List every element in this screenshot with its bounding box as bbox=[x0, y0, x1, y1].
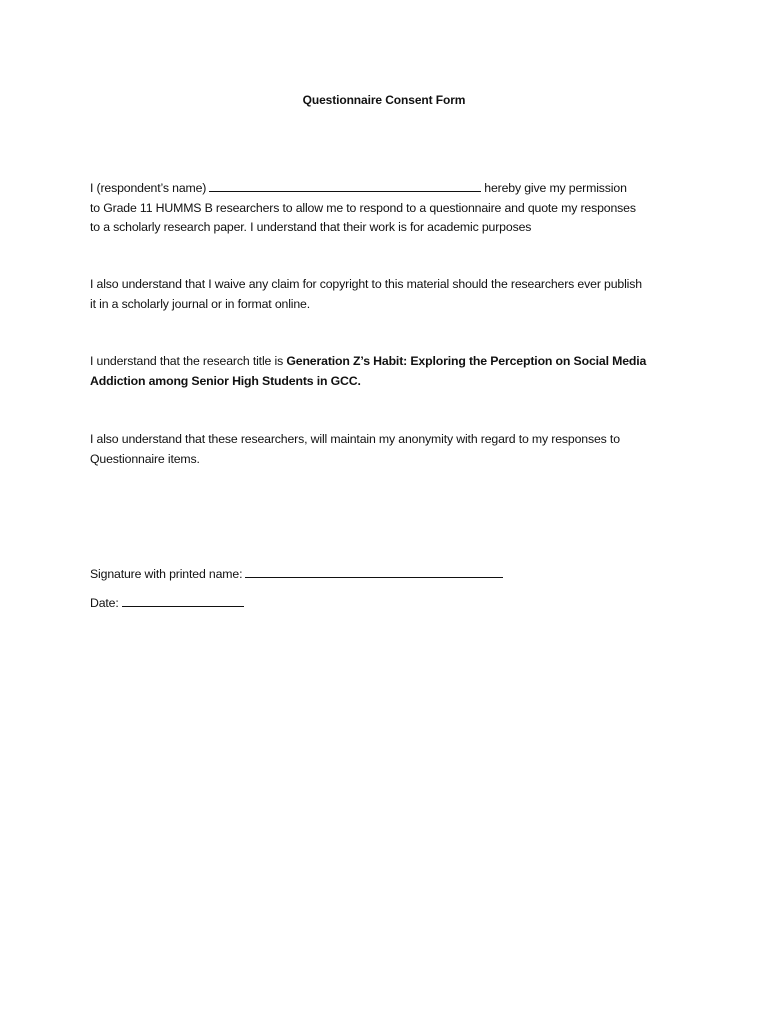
permission-text: hereby give my permission bbox=[484, 181, 627, 195]
copyright-line-2: it in a scholarly journal or in format online. bbox=[90, 296, 311, 311]
date-row bbox=[90, 594, 690, 614]
research-title-line-1 bbox=[90, 352, 690, 372]
copyright-paragraph bbox=[90, 275, 690, 314]
copyright-line-1: I also understand that I waive any claim for copyright to this material should the researchers ever publish bbox=[90, 277, 642, 291]
research-title-paragraph bbox=[90, 352, 690, 391]
research-title-bold-2: Addiction among Senior High Students in GCC. bbox=[90, 373, 361, 388]
date-line bbox=[90, 594, 690, 614]
permission-line-2: to Grade 11 HUMMS B researchers to allow me to respond to a questionnaire and quote my responses bbox=[90, 200, 636, 215]
date-label: Date: bbox=[90, 596, 119, 610]
date-blank[interactable] bbox=[122, 594, 244, 607]
permission-paragraph bbox=[90, 179, 690, 238]
signature-label: Signature with printed name: bbox=[90, 567, 243, 581]
anonymity-line-1: I also understand that these researchers, will maintain my anonymity with regard to my responses to bbox=[90, 432, 620, 446]
document-title: Questionnaire Consent Form bbox=[302, 93, 466, 107]
signature-line bbox=[90, 565, 690, 585]
respondent-name-blank[interactable] bbox=[209, 179, 481, 192]
permission-line-3: to a scholarly research paper. I understand that their work is for academic purposes bbox=[90, 220, 532, 234]
research-title-prefix: I understand that the research title is bbox=[90, 354, 284, 368]
anonymity-paragraph bbox=[90, 430, 690, 469]
research-title-bold-1: Generation Z’s Habit: Exploring the Perception on Social Media bbox=[286, 354, 647, 368]
signature-blank[interactable] bbox=[245, 565, 503, 578]
respondent-name-label: I (respondent’s name) bbox=[90, 181, 207, 195]
research-title-line-2 bbox=[90, 372, 690, 392]
anonymity-line-2: Questionnaire items. bbox=[90, 451, 200, 466]
signature-row bbox=[90, 565, 690, 585]
permission-line-1 bbox=[90, 179, 690, 199]
